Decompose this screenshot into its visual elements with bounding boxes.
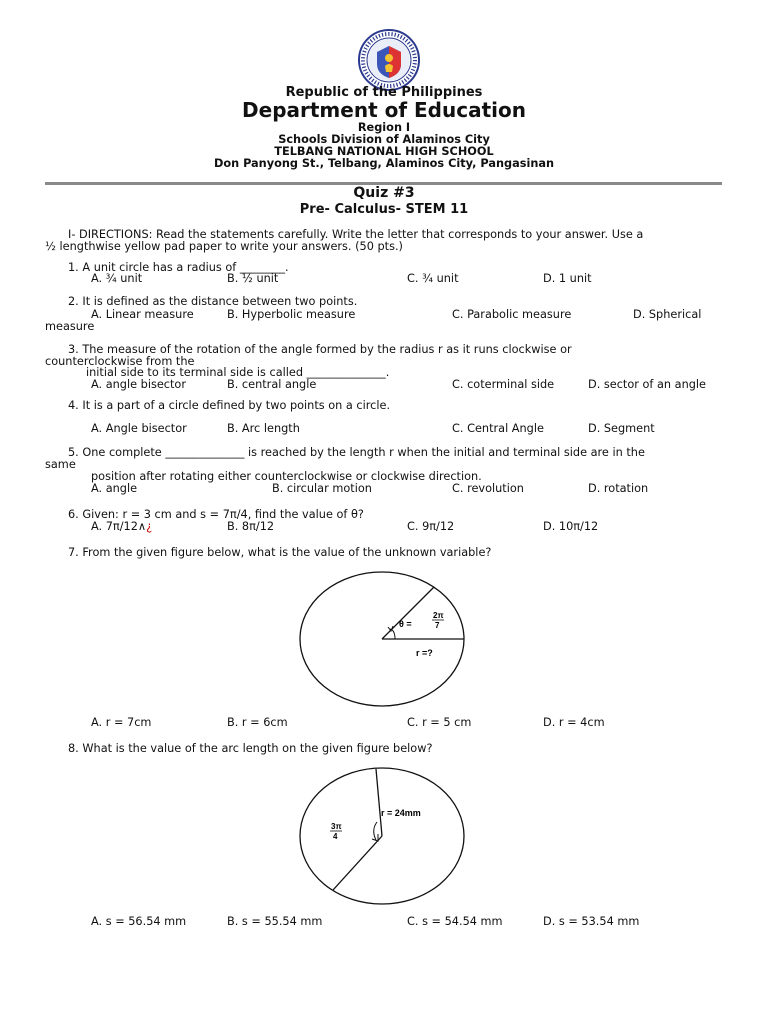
q5-choice-b: B. circular motion (272, 482, 372, 495)
q1-choice-a: A. ¾ unit (91, 272, 143, 285)
question-5-line-1: 5. One complete ______________ is reached by the length r when the initial and terminal side are in the (68, 446, 645, 459)
question-3-line-1: 3. The measure of the rotation of the angle formed by the radius r as it runs clockwise or (68, 343, 572, 356)
question-6: 6. Given: r = 3 cm and s = 7π/4, find the value of θ? (68, 508, 364, 521)
question-2: 2. It is defined as the distance between two points. (68, 295, 358, 308)
q7-frac-num: 2π (433, 611, 444, 620)
directions-line-1: I- DIRECTIONS: Read the statements carefully. Write the letter that corresponds to your answer. Use a (68, 228, 644, 241)
quiz-title: Quiz #3 (353, 185, 415, 201)
q2-choice-d-wrap: measure (45, 320, 95, 333)
q7-choice-a: A. r = 7cm (91, 716, 152, 729)
q3-choice-b: B. central angle (227, 378, 317, 391)
q5-choice-a: A. angle (91, 482, 138, 495)
q8-frac-num: 3π (331, 822, 342, 831)
q4-choice-c: C. Central Angle (452, 422, 544, 435)
q6-choice-d: D. 10π/12 (543, 520, 599, 533)
address-line: Don Panyong St., Telbang, Alaminos City, Pangasinan (213, 157, 555, 170)
q3-choice-c: C. coterminal side (452, 378, 555, 391)
q6-choice-c: C. 9π/12 (407, 520, 455, 533)
q8-radius-line (376, 769, 382, 836)
question-3-line-2: counterclockwise from the (45, 355, 195, 368)
q2-choice-b: B. Hyperbolic measure (227, 308, 356, 321)
question-7: 7. From the given figure below, what is the value of the unknown variable? (68, 546, 492, 559)
question-4: 4. It is a part of a circle defined by two points on a circle. (68, 399, 391, 412)
q6-choice-b: B. 8π/12 (227, 520, 275, 533)
q8-figure (298, 766, 468, 906)
q1-choice-b: B. ½ unit (227, 272, 279, 285)
q7-choice-d: D. r = 4cm (543, 716, 605, 729)
q7-terminal-line (382, 587, 434, 639)
q8-choice-d: D. s = 53.54 mm (543, 915, 640, 928)
q8-angle-arc-icon (374, 822, 377, 840)
division-line: Schools Division of Alaminos City (278, 133, 490, 146)
q8-choice-b: B. s = 55.54 mm (227, 915, 323, 928)
question-5-line-3: position after rotating either counterclockwise or clockwise direction. (91, 470, 482, 483)
q5-choice-c: C. revolution (452, 482, 524, 495)
q5-choice-d: D. rotation (588, 482, 649, 495)
q8-radius-label: r = 24mm (381, 808, 421, 818)
q4-choice-d: D. Segment (588, 422, 655, 435)
q7-radius-label: r =? (416, 648, 433, 658)
q8-choice-c: C. s = 54.54 mm (407, 915, 503, 928)
directions-line-2: ½ lengthwise yellow pad paper to write your answers. (50 pts.) (45, 240, 403, 253)
department-title: Department of Education (242, 98, 526, 122)
q7-choice-b: B. r = 6cm (227, 716, 288, 729)
deped-seal-icon (357, 28, 421, 92)
q8-frac-den: 4 (333, 832, 338, 841)
q2-choice-d: D. Spherical (633, 308, 702, 321)
q4-choice-a: A. Angle bisector (91, 422, 187, 435)
q7-figure (298, 568, 468, 708)
q6-choice-a-text: A. 7π/12∧ (91, 520, 147, 533)
republic-line: Republic of the Philippines (285, 85, 483, 100)
q1-choice-d: D. 1 unit (543, 272, 592, 285)
q6-choice-a (91, 520, 152, 533)
region-line: Region I (357, 121, 411, 134)
question-1: 1. A unit circle has a radius of ________. (68, 261, 289, 274)
q7-frac-den: 7 (435, 621, 440, 630)
q2-choice-a: A. Linear measure (91, 308, 194, 321)
q7-angle-label: θ = (399, 619, 412, 629)
question-8: 8. What is the value of the arc length on the given figure below? (68, 742, 433, 755)
q3-choice-d: D. sector of an angle (588, 378, 706, 391)
question-5-line-2: same (45, 458, 76, 471)
question-3-line-3: initial side to its terminal side is called ______________. (86, 366, 390, 379)
school-line: TELBANG NATIONAL HIGH SCHOOL (274, 145, 494, 158)
q7-choice-c: C. r = 5 cm (407, 716, 472, 729)
q4-choice-b: B. Arc length (227, 422, 300, 435)
q3-choice-a: A. angle bisector (91, 378, 186, 391)
q1-choice-c: C. ¾ unit (407, 272, 459, 285)
quiz-subtitle: Pre- Calculus- STEM 11 (299, 202, 469, 217)
q2-choice-c: C. Parabolic measure (452, 308, 572, 321)
q8-terminal-line (333, 836, 382, 890)
q6-choice-a-glyph: ¿ (146, 520, 153, 533)
q8-choice-a: A. s = 56.54 mm (91, 915, 187, 928)
